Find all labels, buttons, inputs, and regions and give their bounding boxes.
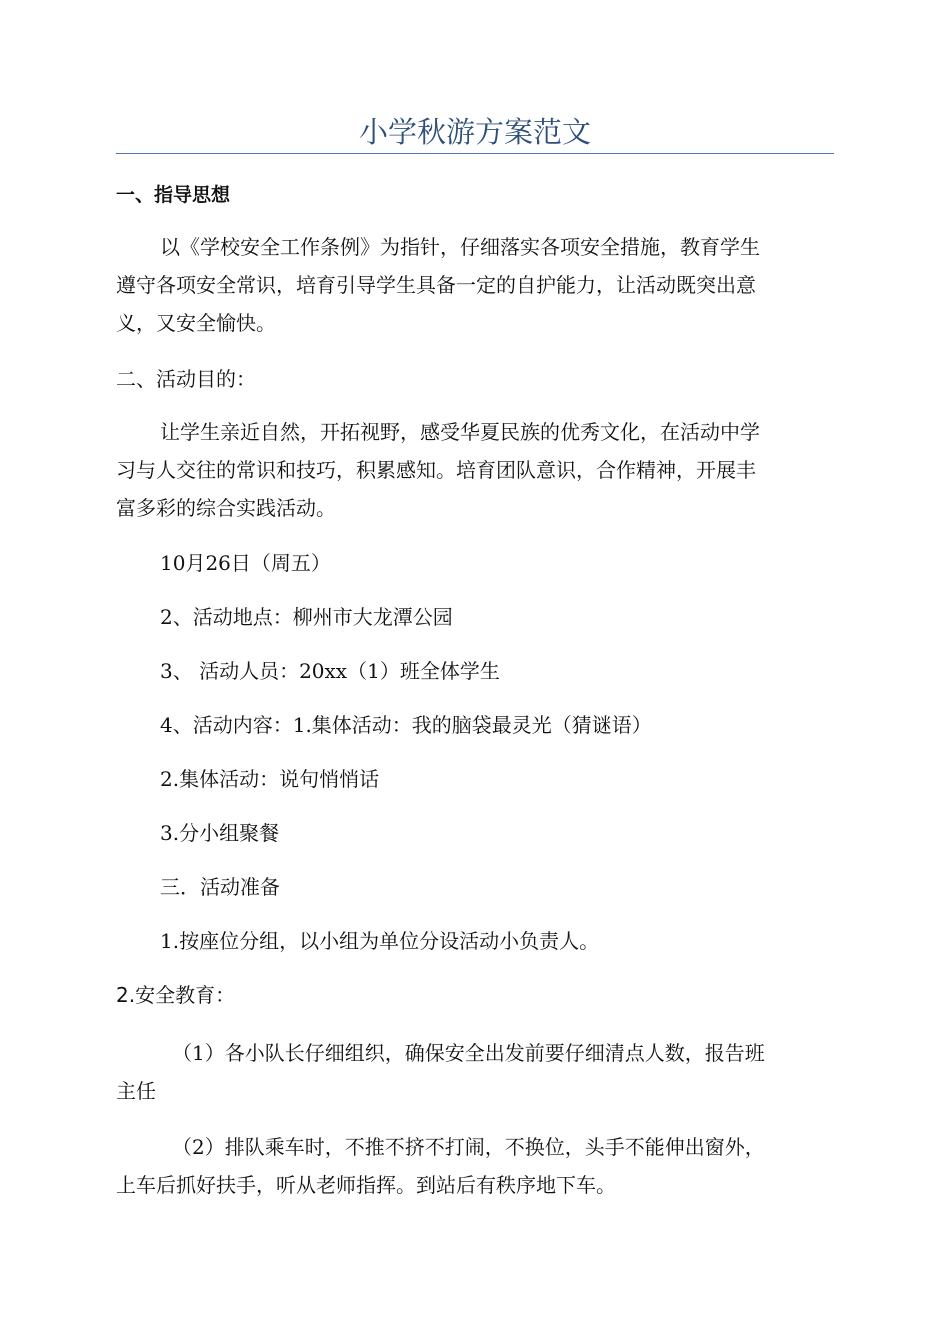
safety-education-heading: 2.安全教育： [116,983,236,1007]
section-heading-1: 一、指导思想 [116,184,231,206]
paragraph-line: 让学生亲近自然，开拓视野，感受华夏民族的优秀文化，在活动中学 [160,420,760,444]
safety-rule-line: （1）各小队长仔细组织，确保安全出发前要仔细清点人数，报告班 [172,1041,765,1065]
safety-rule-line: 主任 [116,1079,156,1103]
section-heading-2: 二、活动目的： [116,367,256,391]
paragraph-line: 以《学校安全工作条例》为指针，仔细落实各项安全措施，教育学生 [160,235,760,259]
activity-content-item: 2.集体活动：说句悄悄话 [160,767,380,791]
document-title: 小学秋游方案范文 [358,115,591,149]
activity-date: 10月26日（周五） [160,551,331,575]
paragraph-line: 习与人交往的常识和技巧，积累感知。培育团队意识，合作精神，开展丰 [116,458,756,482]
safety-rule-line: （2）排队乘车时，不推不挤不打闹，不换位，头手不能伸出窗外， [172,1135,765,1159]
activity-participants: 3、 活动人员：20xx（1）班全体学生 [160,659,500,683]
safety-rule-line: 上车后抓好扶手，听从老师指挥。到站后有秩序地下车。 [116,1173,616,1197]
activity-content: 4、活动内容：1.集体活动：我的脑袋最灵光（猜谜语） [160,713,652,737]
activity-location: 2、活动地点：柳州市大龙潭公园 [160,605,453,629]
activity-content-item: 3.分小组聚餐 [160,821,280,845]
title-underline [116,153,834,154]
paragraph-line: 遵守各项安全常识，培育引导学生具备一定的自护能力，让活动既突出意 [116,273,756,297]
section-heading-3: 三．活动准备 [160,875,280,899]
paragraph-line: 富多彩的综合实践活动。 [116,496,336,520]
paragraph-line: 义，又安全愉快。 [116,311,276,335]
preparation-item: 1.按座位分组，以小组为单位分设活动小负责人。 [160,929,600,953]
